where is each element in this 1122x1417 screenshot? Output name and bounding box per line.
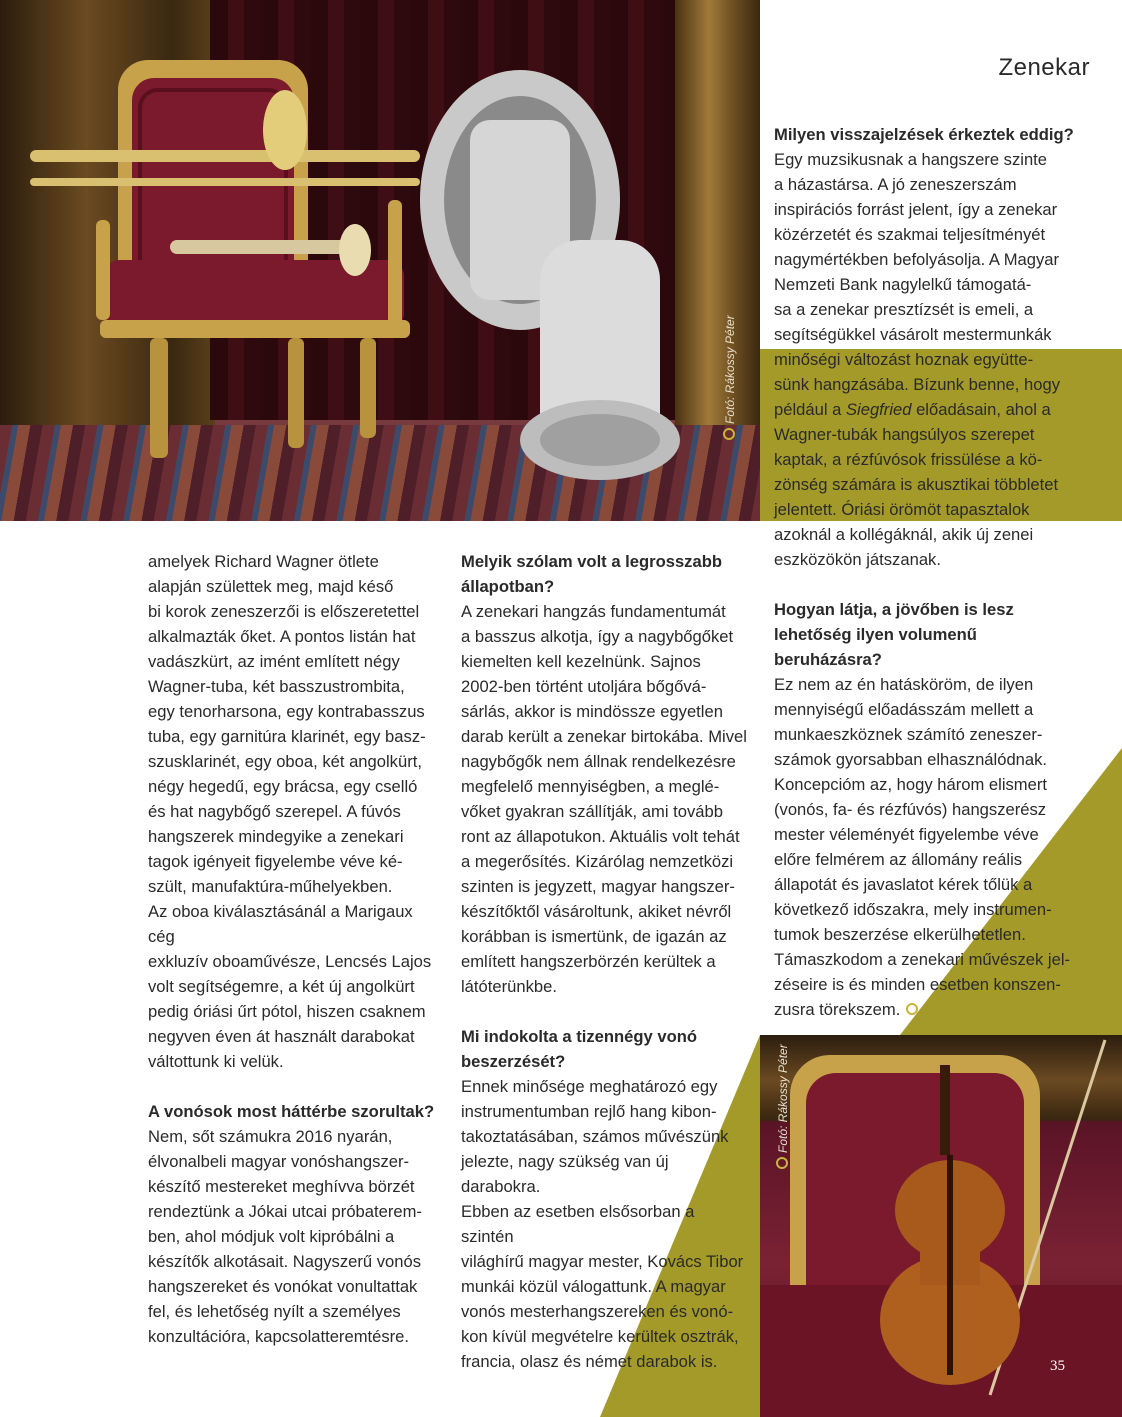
text-line: szült, manufaktúra-műhelyekben. xyxy=(148,877,393,896)
ring-icon xyxy=(723,428,735,440)
text-line: eszközökön játszanak. xyxy=(774,550,941,569)
text-line: kon kívül megvételre kerültek osztrák, xyxy=(461,1327,739,1346)
text-line: ben, ahol módjuk volt kipróbálni a xyxy=(148,1227,395,1246)
violin-illustration xyxy=(760,1035,1122,1417)
text-line: következő időszakra, mely instrumen- xyxy=(774,900,1052,919)
text-line: Mi indokolta a tizennégy vonó xyxy=(461,1027,698,1046)
text-line: jelezte, nagy szükség van új darabokra. xyxy=(461,1152,669,1196)
text-line: Koncepcióm az, hogy három elismert xyxy=(774,775,1047,794)
text-line: élvonalbeli magyar vonóshangszer- xyxy=(148,1152,410,1171)
text-line: Ez nem az én hatásköröm, de ilyen xyxy=(774,675,1034,694)
text-line: a basszus alkotja, így a nagybőgőket xyxy=(461,627,734,646)
text-line: A zenekari hangzás fundamentumát xyxy=(461,602,726,621)
answer-future xyxy=(774,672,1074,1022)
text-line: minőségi változást hoznak együtte- xyxy=(774,350,1034,369)
text-line: munkái közül válogattunk. A magyar xyxy=(461,1277,726,1296)
text-line: Támaszkodom a zenekari művészek jel- xyxy=(774,950,1071,969)
text-line: azoknál a kollégáknál, akik új zenei xyxy=(774,525,1034,544)
text-line: vonós mesterhangszereken és vonó- xyxy=(461,1302,734,1321)
text-line: tagok igényeit figyelembe véve ké- xyxy=(148,852,403,871)
question-future xyxy=(774,597,1074,672)
text-line: Nemzeti Bank nagylelkű támogatá- xyxy=(774,275,1032,294)
text-line: bi korok zeneszerzői is előszeretettel xyxy=(148,602,420,621)
text-line: zönség számára is akusztikai többletet xyxy=(774,475,1059,494)
text-line: a megerősítés. Kizárólag nemzetközi xyxy=(461,852,734,871)
answer-strings xyxy=(148,1124,438,1349)
text-line: Wagner-tuba, két basszustrombita, xyxy=(148,677,405,696)
text-line: fel, és lehetőség nyílt a személyes xyxy=(148,1302,401,1321)
answer-feedback-siegfried-line: például a Siegfried előadásain, ahol a xyxy=(774,400,1051,419)
opera-title: Siegfried xyxy=(845,400,912,419)
answer-feedback-rest xyxy=(774,422,1074,572)
text-line: világhírű magyar mester, Kovács Tibor xyxy=(461,1252,744,1271)
text-line: ront az állapotukon. Aktuális volt tehát xyxy=(461,827,740,846)
photo-credit-bottom xyxy=(776,1044,790,1169)
text-line: alkalmazták őket. A pontos listán hat xyxy=(148,627,416,646)
answer-worst-section xyxy=(461,599,751,999)
text-line: pedig óriási űrt pótol, hiszen csaknem xyxy=(148,1002,426,1021)
question-strings: A vonósok most háttérbe szorultak? xyxy=(148,1102,435,1121)
text-line: Nem, sőt számukra 2016 nyarán, xyxy=(148,1127,393,1146)
text-line: látóterünkbe. xyxy=(461,977,557,996)
text-line: darab került a zenekar birtokába. Mivel xyxy=(461,727,747,746)
text-line: szusklarinét, egy oboa, két angolkürt, xyxy=(148,752,422,771)
text-line: és hat nagybőgő szerepel. A fúvós xyxy=(148,802,401,821)
text-line: francia, olasz és német darabok is. xyxy=(461,1352,718,1371)
end-ring-icon xyxy=(906,1003,918,1015)
text-line: sünk hangzásába. Bízunk benne, hogy xyxy=(774,375,1060,394)
text-line: közérzetét és szakmai teljesítményét xyxy=(774,225,1046,244)
text-line: mennyiségű előadásszám mellett a xyxy=(774,700,1034,719)
text-line: négy hegedű, egy brácsa, egy cselló xyxy=(148,777,418,796)
text-line: kaptak, a rézfúvósok frissülése a kö- xyxy=(774,450,1043,469)
text-line: számok gyorsabban elhasználódnak. xyxy=(774,750,1048,769)
text-line: konzultációra, kapcsolatteremtésre. xyxy=(148,1327,410,1346)
photo-credit-top-text: Fotó: Rákossy Péter xyxy=(723,315,737,424)
text-line: beruházásra? xyxy=(774,650,882,669)
text-line: készítőktől vásároltunk, akiket névről xyxy=(461,902,732,921)
text-line: előre felmérem az állomány reális xyxy=(774,850,1023,869)
text-line: váltottunk ki velük. xyxy=(148,1052,284,1071)
text-line: sa a zenekar presztízsét is emeli, a xyxy=(774,300,1034,319)
text-line: tumok beszerzése elkerülhetetlen. xyxy=(774,925,1026,944)
text-line: exkluzív oboaművésze, Lencsés Lajos xyxy=(148,952,432,971)
armchair-illustration xyxy=(0,0,760,521)
text-line: takoztatásában, számos művészünk xyxy=(461,1127,729,1146)
photo-credit-top xyxy=(723,315,737,440)
text-line: készítők alkotásait. Nagyszerű vonós xyxy=(148,1252,422,1271)
question-feedback: Milyen visszajelzések érkeztek eddig? xyxy=(774,125,1074,144)
text-line: Egy muzsikusnak a hangszere szinte xyxy=(774,150,1048,169)
text-line: hangszereket és vonókat vonultattak xyxy=(148,1277,418,1296)
text-line: állapotát és javaslatot kérek tőlük a xyxy=(774,875,1033,894)
column-1 xyxy=(148,549,438,1349)
text-line: rendeztünk a Jókai utcai próbaterem- xyxy=(148,1202,422,1221)
text-line: vadászkürt, az imént említett négy xyxy=(148,652,400,671)
text-line: Hogyan látja, a jövőben is lesz xyxy=(774,600,1014,619)
text-line: beszerzését? xyxy=(461,1052,566,1071)
text-line: lehetőség ilyen volumenű xyxy=(774,625,977,644)
text-line: amelyek Richard Wagner ötlete xyxy=(148,552,379,571)
text-line: alapján születtek meg, majd késő xyxy=(148,577,394,596)
text-line: jelentett. Óriási örömöt tapasztalok xyxy=(774,500,1030,519)
text-line: instrumentumban rejlő hang kibon- xyxy=(461,1102,717,1121)
question-bows xyxy=(461,1024,751,1074)
text-line: volt segítségemre, a két új angolkürt xyxy=(148,977,415,996)
section-title: Zenekar xyxy=(998,54,1090,81)
text-line: Az oboa kiválasztásánál a Marigaux cég xyxy=(148,902,413,946)
text-line: hangszerek mindegyike a zenekari xyxy=(148,827,404,846)
text-line: készítő mestereket meghívva börzét xyxy=(148,1177,415,1196)
answer-feedback xyxy=(774,147,1074,397)
answer-bows xyxy=(461,1074,751,1374)
text-line: zusra törekszem. xyxy=(774,997,1074,1022)
text-line: Wagner-tubák hangsúlyos szerepet xyxy=(774,425,1035,444)
text-line: állapotban? xyxy=(461,577,555,596)
text-line: kiemelten kell kezelnünk. Sajnos xyxy=(461,652,701,671)
photo-credit-bottom-text: Fotó: Rákossy Péter xyxy=(776,1044,790,1153)
text-line: negyven éven át használt darabokat xyxy=(148,1027,415,1046)
text-line: szinten is jegyzett, magyar hangszer- xyxy=(461,877,735,896)
text-line: Melyik szólam volt a legrosszabb xyxy=(461,552,722,571)
text-line: sárlás, akkor is mindössze egyetlen xyxy=(461,702,723,721)
column-1-intro xyxy=(148,549,438,1074)
text-line: tuba, egy garnitúra klarinét, egy basz- xyxy=(148,727,426,746)
text-line: nagybőgők nem állnak rendelkezésre xyxy=(461,752,736,771)
text-line: nagymértékben befolyásolja. A Magyar xyxy=(774,250,1060,269)
text-line: 2002-ben történt utoljára bőgővá- xyxy=(461,677,707,696)
question-worst-section xyxy=(461,549,751,599)
text-line: mester véleményét figyelembe véve xyxy=(774,825,1039,844)
text-line: említett hangszerbörzén kerültek a xyxy=(461,952,716,971)
text-line: (vonós, fa- és rézfúvós) hangszerész xyxy=(774,800,1047,819)
text-line: a házastársa. A jó zeneszerszám xyxy=(774,175,1017,194)
text-line: Ennek minősége meghatározó egy xyxy=(461,1077,718,1096)
text-line: segítségükkel vásárolt mestermunkák xyxy=(774,325,1052,344)
column-3 xyxy=(774,122,1074,1022)
text-line: zéseire is és minden esetben konszen- xyxy=(774,975,1061,994)
photo-violin xyxy=(760,1035,1122,1417)
column-2 xyxy=(461,549,751,1374)
text-line: megfelelő mennyiségben, a meglé- xyxy=(461,777,720,796)
text-line: Ebben az esetben elsősorban a szintén xyxy=(461,1202,695,1246)
text-line: munkaeszköznek számító zeneszer- xyxy=(774,725,1043,744)
photo-brass-instruments xyxy=(0,0,760,521)
text-line: vőket gyakran szállítják, ami tovább xyxy=(461,802,723,821)
page-number: 35 xyxy=(1050,1358,1065,1374)
text-line: inspirációs forrást jelent, így a zenekar xyxy=(774,200,1058,219)
ring-icon xyxy=(776,1157,788,1169)
text-line: korábban is ismertünk, de igazán az xyxy=(461,927,727,946)
text-line: egy tenorharsona, egy kontrabasszus xyxy=(148,702,425,721)
